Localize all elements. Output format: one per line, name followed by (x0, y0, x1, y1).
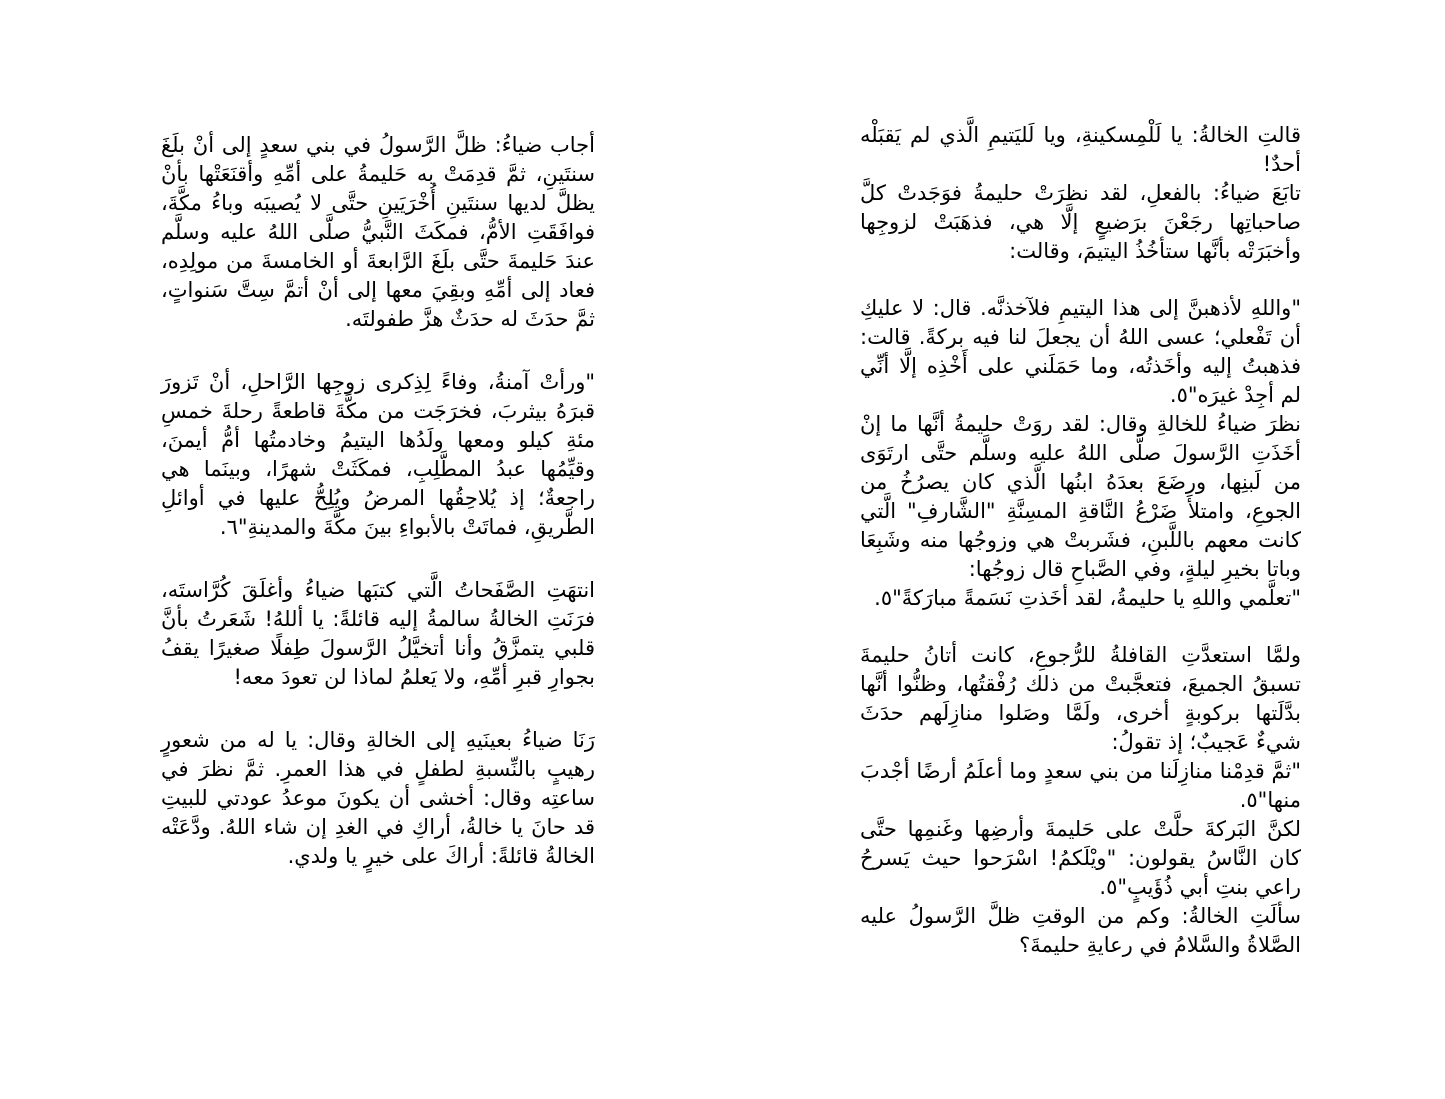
paragraph-gap (860, 613, 1301, 641)
paragraph-caravan-return: ولمَّا استعدَّتِ القافلةُ للرُّجوعِ، كانت أتانُ حليمةَ تسبقُ الجميعَ، فتعجَّبتْ من ذلك رُفْقتُها، وظنُّوا أنَّها بدَّلَتها بركوبةٍ أخرى، ولَمَّا وصَلوا منازِلَهم حدَثَ شيءٌ عَجيبٌ؛ إذ تقولُ: (860, 643, 1301, 754)
paragraph-blessing-milk: نظرَ ضياءُ للخالةِ وقال: لقد روَتْ حليمةُ أنَّها ما إنْ أخَذَتِ الرَّسولَ صلَّى اللهُ عليه وسلَّم حتَّى ارتَوَى من لَبنِها، ورضَعَ بعدَهُ ابنُها الَّذي كان يصرُخُ من الجوعِ، وامتلأَ ضَرْعُ النَّاقةِ المسِنَّةِ "الشَّارفِ" الَّتي كانت معهم باللَّبنِ، فشَربتْ هي وزوجُها منه وشَبِعَا وباتا بخيرِ ليلةٍ، وفي الصَّباحِ قال زوجُها: (860, 412, 1301, 581)
paragraph-gap (161, 542, 595, 576)
right-page-text (860, 121, 1301, 960)
left-page-text (161, 131, 595, 871)
paragraph-aunt-question: سألَتِ الخالةُ: وكم من الوقتِ ظلَّ الرَّسولُ عليه الصَّلاةُ والسَّلامُ في رعايةِ حليمةَ؟ (860, 904, 1301, 957)
paragraph-halima-decision: تابَعَ ضياءُ: بالفعلِ، لقد نظرَتْ حليمةُ فوَجَدتْ كلَّ صاحباتِها رجَعْنَ برَضيعٍ إلَّا هي، فذهَبَتْ لزوجِها وأخبَرَتْه بأنَّها ستأخُذُ اليتيمَ، وقالت: (860, 181, 1301, 263)
paragraph-gap (860, 266, 1301, 294)
paragraph-blessing-land: لكنَّ البَركةَ حلَّتْ على حَليمةَ وأرضِها وغَنمِها حتَّى كان النَّاسُ يقولون: "ويْلَكمُ! اسْرَحوا حيث يَسرحُ راعي بنتِ أبي ذُؤَيبٍ"٥. (860, 817, 1301, 899)
paragraph-farewell: رَنَا ضياءُ بعينَيهِ إلى الخالةِ وقال: يا له من شعورٍ رهيبٍ بالنِّسبةِ لطفلٍ في هذا العمرِ. ثمَّ نظرَ في ساعتِه وقال: أخشى أن يكونَ موعدُ عودتي للبيتِ قد حانَ يا خالةُ، أراكِ في الغدِ إن شاء اللهُ. ودَّعَتْه الخالةُ قائلةً: أراكَ على خيرٍ يا ولدي. (161, 728, 595, 868)
left-page (0, 0, 722, 1099)
paragraph-husband-quote: "تعلَّمي واللهِ يا حليمةُ، لقد أخَذتِ نَسَمةً مبارَكةً"٥. (874, 586, 1301, 610)
paragraph-dhiaa-answer: أجاب ضياءُ: ظلَّ الرَّسولُ في بني سعدٍ إلى أنْ بلَغَ سنتَينِ، ثمَّ قدِمَتْ به حَليمةُ على أمِّهِ وأقنَعَتْها بأنْ يظلَّ لديها سنتَينِ أُخْرَيَينِ حتَّى لا يُصيبَه وباءُ مكَّةَ، فوافَقَتِ الأمُّ، فمكَثَ النَّبيُّ صلَّى اللهُ عليه وسلَّم عندَ حَليمةَ حتَّى بلَغَ الرَّابعةَ أو الخامسةَ من مولِدِه، فعاد إلى أمِّهِ وبقِيَ معها إلى أنْ أتمَّ سِتَّ سَنواتٍ، ثمَّ حدَثَ له حدَثٌ هزَّ طفولتَه. (161, 133, 595, 331)
paragraph-gap (161, 334, 595, 368)
paragraph-notebook-closed: انتهَتِ الصَّفَحاتُ الَّتي كتبَها ضياءُ وأغلَقَ كُرَّاستَه، فرَنَتِ الخالةُ سالمةُ إليه قائلةً: يا أللهُ! شَعَرتُ بأنَّ قلبي يتمزَّقُ وأنا أتخيَّلُ الرَّسولَ طِفلًا صغيرًا يقفُ بجوارِ قبرِ أمِّهِ، ولا يَعلمُ لماذا لن تعودَ معه! (161, 578, 595, 689)
paragraph-gap (161, 692, 595, 726)
right-page (723, 0, 1445, 1099)
paragraph-aunt-remark: قالتِ الخالةُ: يا لَلْمِسكينةِ، ويا لَليَتيمِ الَّذي لم يَقبَلْه أحدٌ! (860, 123, 1301, 176)
paragraph-barren-land-quote: "ثمَّ قدِمْنا منازِلَنا من بني سعدٍ وما أعلَمُ أرضًا أجْدبَ منها"٥. (860, 759, 1301, 812)
paragraph-amina-quote: "ورأتْ آمنةُ، وفاءً لِذِكرى زوجِها الرَّاحلِ، أنْ تَزورَ قبرَهُ بيثربَ، فخرَجَت من مكَّةَ قاطعةً رحلةَ خمسِ مئةِ كيلو ومعها ولَدُها اليتيمُ وخادمتُها أمُّ أيمنَ، وقيِّمُها عبدُ المطَّلِبِ، فمكَثَتْ شهرًا، وبينَما هي راجعةٌ؛ إذ يُلاحِقُها المرضُ ويُلِحُّ عليها في أوائلِ الطَّريقِ، فماتَتْ بالأبواءِ بينَ مكَّةَ والمدينةِ"٦. (161, 370, 595, 539)
paragraph-halima-quote: "واللهِ لأذهبنَّ إلى هذا اليتيمِ فلآخذنَّه. قال: لا عليكِ أن تَفْعلي؛ عسى اللهُ أن يجعلَ لنا فيه بركةً. قالت: فذهبتُ إليه وأخَذتُه، وما حَمَلَني على أَخْذِه إلَّا أنِّي لم أجِدْ غيرَه"٥. (860, 296, 1301, 407)
